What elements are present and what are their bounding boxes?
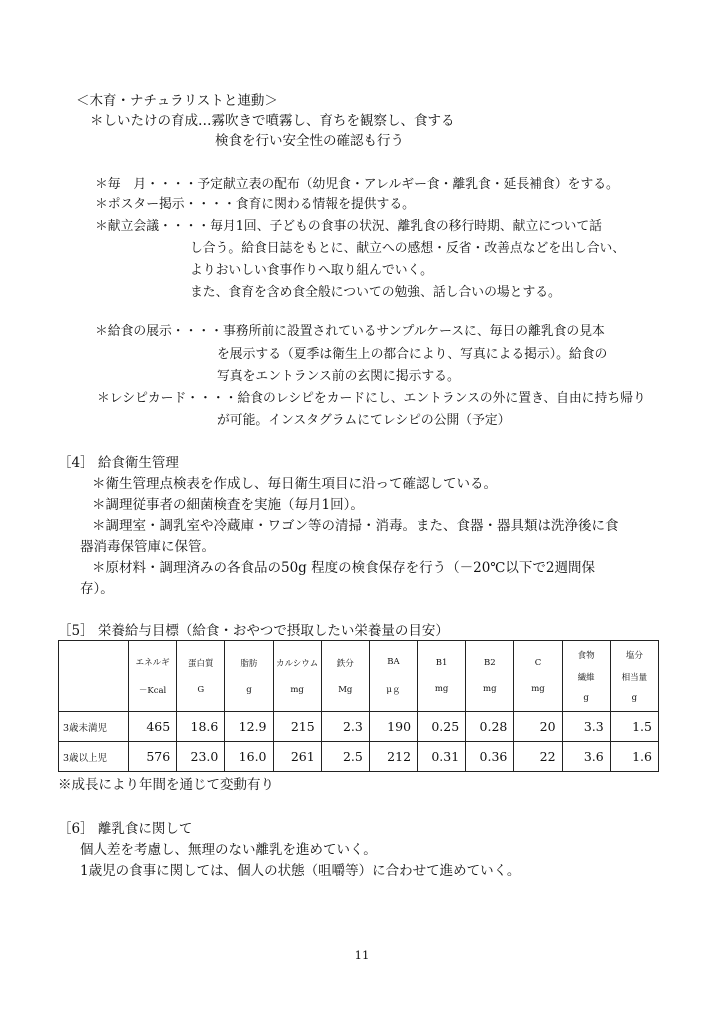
- table-cell: 16.0: [225, 742, 273, 772]
- section4-line-5: ＊原材料・調理済みの各食品の50g 程度の検食保存を行う（－20℃以下で2週間保: [92, 560, 595, 576]
- table-cell: 212: [369, 742, 417, 772]
- table-cell: 0.31: [418, 742, 466, 772]
- header-corner-cell: [59, 641, 129, 712]
- section4-line-2: ＊調理従事者の細菌検査を実施（毎月1回）。: [92, 497, 364, 513]
- table-cell: 12.9: [225, 712, 273, 742]
- header-fiber: 食物 繊維 g: [562, 641, 610, 712]
- section4-line-6: 存）。: [80, 581, 114, 597]
- table-row-over3: [59, 742, 659, 772]
- section4-line-3: ＊調理室・調乳室や冷蔵庫・ワゴン等の清掃・消毒。また、食器・器具類は洗浄後に食: [92, 518, 619, 534]
- header-iron: 鉄分 Mg: [321, 641, 369, 712]
- header-ba: BA μｇ: [369, 641, 417, 712]
- header-c: C mg: [514, 641, 562, 712]
- section4-line-1: ＊衛生管理点検表を作成し、毎日衛生項目に沿って確認している。: [92, 476, 497, 492]
- item-poster: ＊ポスター掲示・・・・食育に関わる情報を提供する。: [95, 197, 415, 212]
- item-tenji-3: 写真をエントランス前の玄関に掲示する。: [217, 369, 460, 384]
- table-cell: 20: [514, 712, 562, 742]
- table-cell: 22: [514, 742, 562, 772]
- header-b2: B2 mg: [466, 641, 514, 712]
- table-header-row: [59, 641, 659, 712]
- item-kondate-kaigi-2: し合う。給食日誌をもとに、献立への感想・反省・改善点などを出し合い、: [190, 241, 626, 256]
- table-cell: 3.3: [562, 712, 610, 742]
- table-cell: 1.6: [610, 742, 658, 772]
- section4-line-4: 器消毒保管庫に保管。: [80, 539, 215, 555]
- header-salt: 塩分 相当量 g: [610, 641, 658, 712]
- table-row-under3: [59, 712, 659, 742]
- table-cell: 215: [273, 712, 321, 742]
- row-label: 3歳以上児: [59, 742, 129, 772]
- page-number: 11: [354, 948, 370, 962]
- table-cell: 1.5: [610, 712, 658, 742]
- item-kondate-kaigi-1: ＊献立会議・・・・毎月1回、子どもの食事の状況、離乳食の移行時期、献立について話: [95, 219, 602, 234]
- header-fat: 脂肪 g: [225, 641, 273, 712]
- section5-heading: ［5］ 栄養給与目標（給食・おやつで摂取したい栄養量の目安）: [58, 623, 449, 639]
- table-cell: 2.5: [321, 742, 369, 772]
- section6-line-1: 個人差を考慮し、無理のない離乳を進めていく。: [80, 842, 377, 858]
- table-cell: 2.3: [321, 712, 369, 742]
- item-recipe-card-1: ＊レシピカード・・・・給食のレシピをカードにし、エントランスの外に置き、自由に持ち帰り: [97, 391, 646, 406]
- section4-heading: ［4］ 給食衛生管理: [58, 455, 179, 471]
- item-tenji-1: ＊給食の展示・・・・事務所前に設置されているサンプルケースに、毎日の離乳食の見本: [95, 324, 605, 339]
- header-calcium: カルシウム mg: [273, 641, 321, 712]
- item-tenji-2: を展示する（夏季は衛生上の都合により、写真による掲示）。給食の: [217, 347, 608, 362]
- item-maigetsu: ＊毎 月・・・・予定献立表の配布（幼児食・アレルギー食・離乳食・延長補食）をする。: [95, 177, 619, 192]
- item-kondate-kaigi-4: また、食育を含め食全般についての勉強、話し合いの場とする。: [190, 285, 561, 300]
- header-protein: 蛋白質 G: [177, 641, 225, 712]
- item-recipe-card-2: が可能。インスタグラムにてレシピの公開（予定）: [217, 413, 511, 428]
- nutrition-table: [58, 640, 659, 772]
- table-cell: 465: [129, 712, 177, 742]
- table-cell: 0.36: [466, 742, 514, 772]
- header-energy: エネルギ －Kcal: [129, 641, 177, 712]
- table-cell: 576: [129, 742, 177, 772]
- table-cell: 0.25: [418, 712, 466, 742]
- table-cell: 0.28: [466, 712, 514, 742]
- section6-heading: ［6］ 離乳食に関して: [58, 821, 193, 837]
- table-cell: 18.6: [177, 712, 225, 742]
- table-cell: 190: [369, 712, 417, 742]
- row-label: 3歳未満児: [59, 712, 129, 742]
- mokuiku-heading: ＜木育・ナチュラリストと連動＞: [76, 93, 278, 109]
- table-cell: 261: [273, 742, 321, 772]
- header-b1: B1 mg: [418, 641, 466, 712]
- table-cell: 3.6: [562, 742, 610, 772]
- table-note: ※成長により年間を通じて変動有り: [58, 777, 274, 793]
- section6-line-2: 1歳児の食事に関しては、個人の状態（咀嚼等）に合わせて進めていく。: [80, 863, 521, 879]
- mokuiku-line-1: ＊しいたけの育成…霧吹きで噴霧し、育ちを観察し、食する: [90, 113, 455, 129]
- mokuiku-line-2: 検食を行い安全性の確認も行う: [215, 133, 404, 149]
- item-kondate-kaigi-3: よりおいしい食事作りへ取り組んでいく。: [190, 263, 433, 278]
- table-cell: 23.0: [177, 742, 225, 772]
